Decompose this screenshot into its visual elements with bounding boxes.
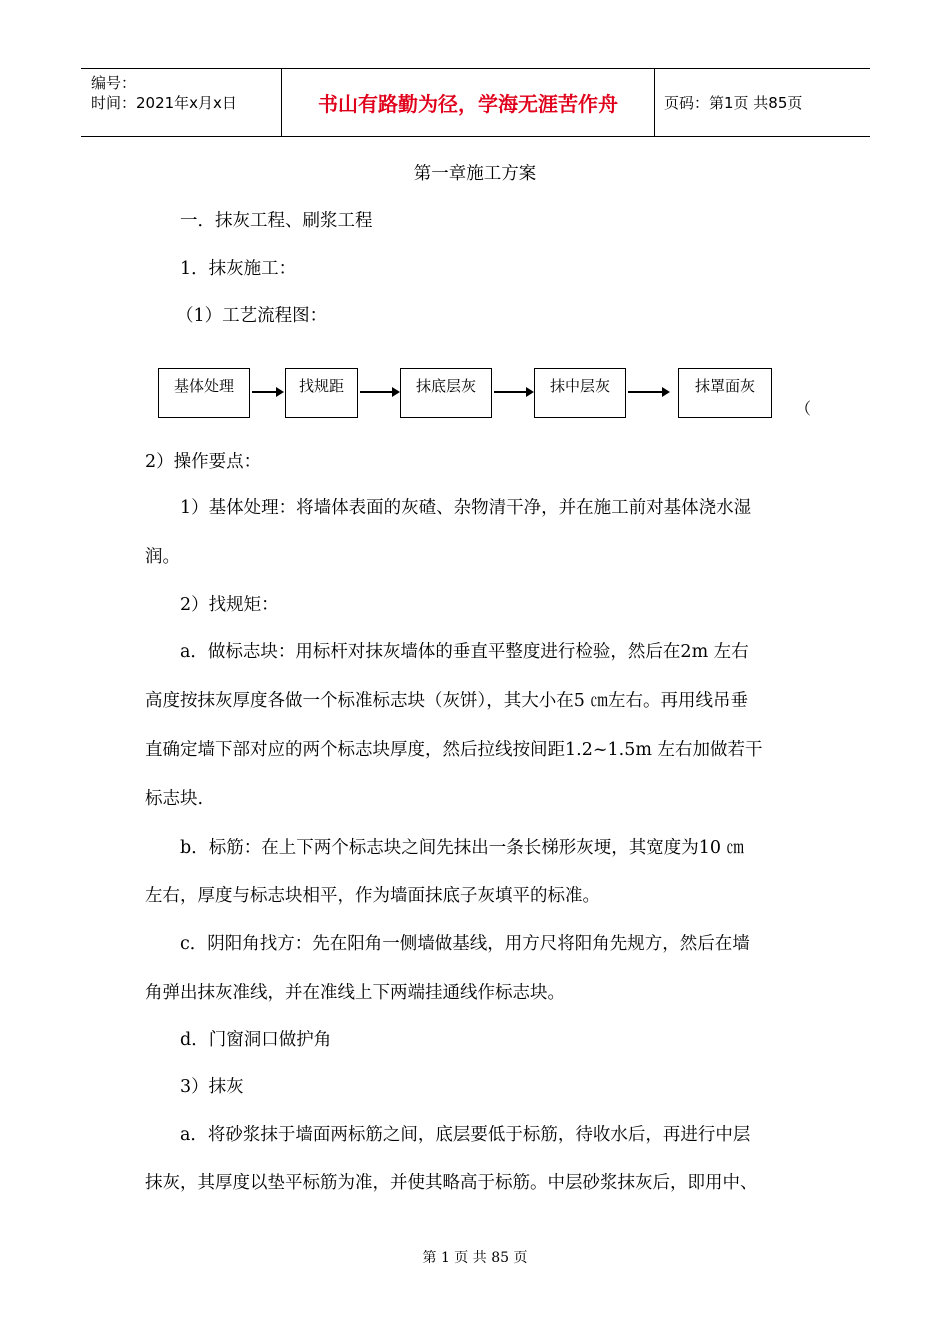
paragraph-line: 3）抹灰: [180, 1077, 244, 1097]
arrow-right-icon: [252, 391, 282, 393]
chapter-title: 第一章施工方案: [413, 164, 537, 184]
paragraph-line: 角弹出抹灰准线，并在准线上下两端挂通线作标志块。: [145, 983, 565, 1003]
section-heading: 一．抹灰工程、刷浆工程: [180, 211, 373, 231]
header-motto: 书山有路勤为径，学海无涯苦作舟: [318, 92, 618, 116]
header-meta: [91, 73, 237, 113]
time-label: 时间：2021年x月x日: [91, 94, 237, 112]
flow-step: 找规距: [285, 368, 358, 418]
item-heading: 2）操作要点：: [145, 452, 262, 472]
header-table: [81, 68, 870, 137]
number-label: 编号：: [91, 74, 137, 92]
flow-step: 基体处理: [158, 368, 250, 418]
subsection-heading: 1．抹灰施工：: [180, 259, 297, 279]
paragraph-line: d．门窗洞口做护角: [180, 1030, 332, 1050]
stray-paren: （: [795, 399, 812, 418]
paragraph-line: b．标筋：在上下两个标志块之间先抹出一条长梯形灰埂，其宽度为10 ㎝: [180, 838, 745, 858]
arrow-right-icon: [494, 391, 532, 393]
arrow-right-icon: [628, 391, 668, 393]
flow-step: 抹中层灰: [534, 368, 626, 418]
header-divider: [654, 69, 655, 136]
item-heading: （1）工艺流程图：: [176, 306, 328, 326]
page-footer: 第 1 页 共 85 页: [422, 1250, 528, 1266]
paragraph-line: 左右，厚度与标志块相平，作为墙面抹底子灰填平的标准。: [145, 886, 600, 906]
flow-step: 抹罩面灰: [678, 368, 772, 418]
paragraph-line: a．将砂浆抹于墙面两标筋之间，底层要低于标筋，待收水后，再进行中层: [180, 1125, 751, 1145]
paragraph-line: a．做标志块：用标杆对抹灰墙体的垂直平整度进行检验，然后在2m 左右: [180, 642, 749, 662]
paragraph-line: 1）基体处理：将墙体表面的灰碴、杂物清干净，并在施工前对基体浇水湿: [180, 498, 752, 518]
flow-step: 抹底层灰: [400, 368, 492, 418]
paragraph-line: 高度按抹灰厚度各做一个标准标志块（灰饼），其大小在5 ㎝左右。再用线吊垂: [145, 691, 748, 711]
header-page-info: 页码：第1页 共85页: [664, 94, 803, 112]
paragraph-line: 2）找规矩：: [180, 595, 279, 615]
paragraph-line: c．阴阳角找方：先在阳角一侧墙做基线，用方尺将阳角先规方，然后在墙: [180, 934, 750, 954]
paragraph-line: 润。: [145, 547, 180, 567]
paragraph-line: 抹灰，其厚度以垫平标筋为准，并使其略高于标筋。中层砂浆抹灰后，即用中、: [145, 1173, 758, 1193]
paragraph-line: 标志块.: [145, 789, 204, 809]
arrow-right-icon: [360, 391, 398, 393]
process-flowchart: [0, 360, 950, 430]
paragraph-line: 直确定墙下部对应的两个标志块厚度，然后拉线按间距1.2~1.5m 左右加做若干: [145, 740, 763, 760]
